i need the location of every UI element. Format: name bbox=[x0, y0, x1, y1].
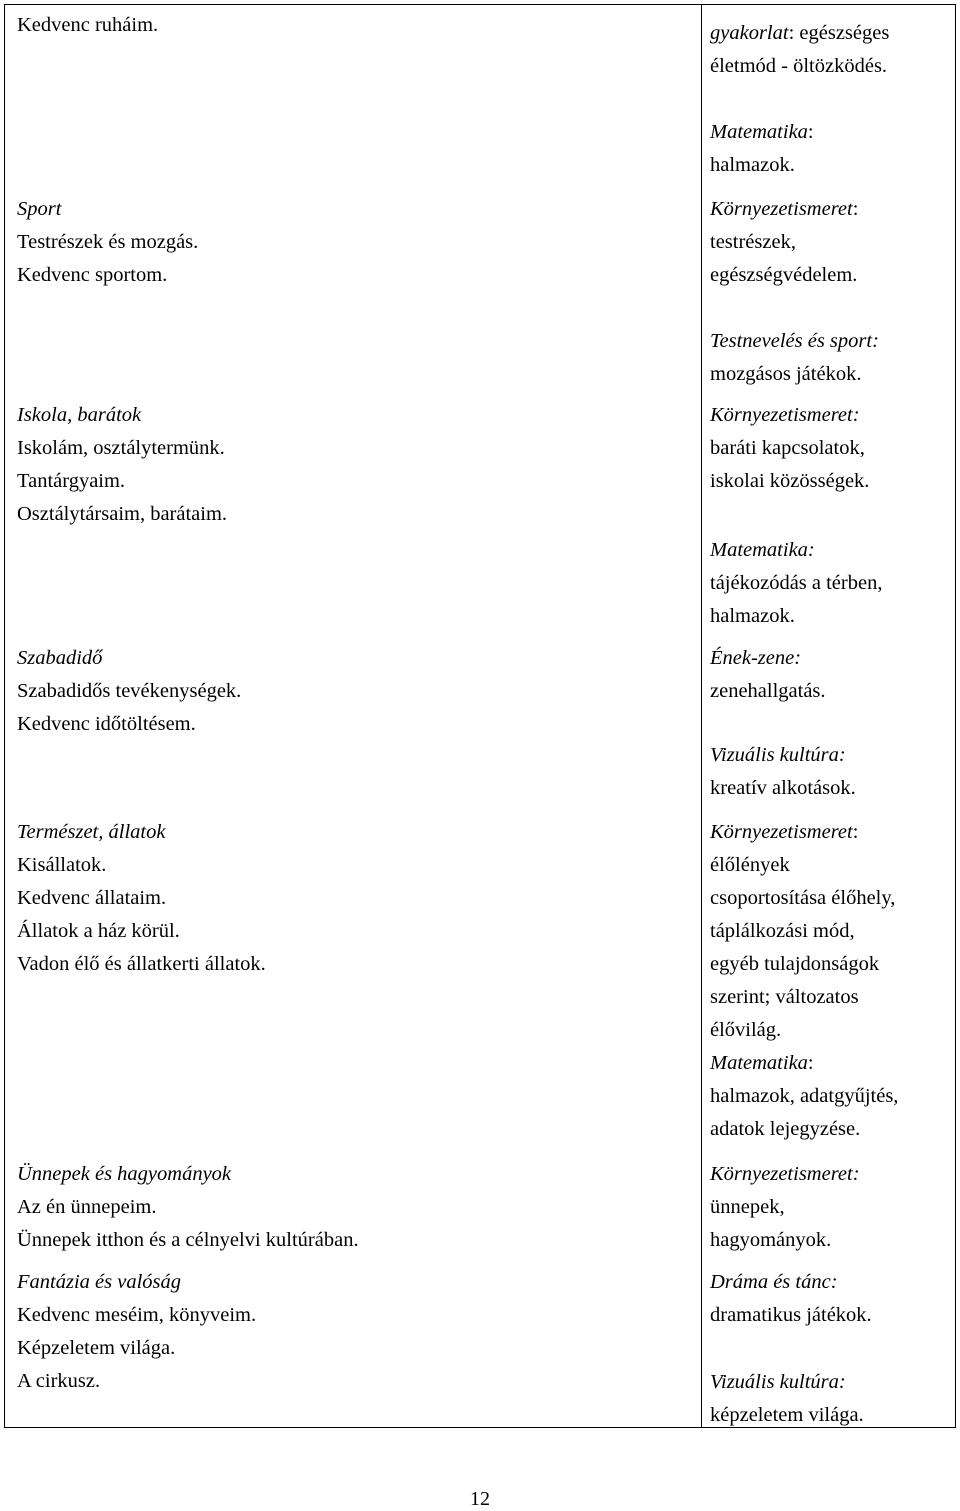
connection-line: hagyományok. bbox=[710, 1229, 832, 1251]
connection-line: élővilág. bbox=[710, 1019, 782, 1041]
topic-line: Vadon élő és állatkerti állatok. bbox=[17, 953, 266, 975]
connection-line: kreatív alkotások. bbox=[710, 777, 856, 799]
connection-line: halmazok. bbox=[710, 154, 795, 176]
subject-label: Környezetismeret bbox=[710, 821, 853, 843]
connection-line: élőlények bbox=[710, 854, 790, 876]
topic-line: Tantárgyaim. bbox=[17, 470, 126, 492]
topic-line: Osztálytársaim, barátaim. bbox=[17, 503, 228, 525]
topic-heading: Természet, állatok bbox=[17, 821, 166, 843]
subject-label: Környezetismeret: bbox=[710, 404, 860, 426]
subject-label: Vizuális kultúra: bbox=[710, 1371, 846, 1393]
topic-line: Iskolám, osztálytermünk. bbox=[17, 437, 225, 459]
connection-entry bbox=[710, 17, 889, 83]
topic-heading: Ünnepek és hagyományok bbox=[17, 1163, 232, 1185]
topic-block-clothes bbox=[17, 9, 158, 42]
connection-line: szerint; változatos bbox=[710, 986, 859, 1008]
connection-entry bbox=[710, 193, 858, 292]
topic-block-sport bbox=[17, 193, 198, 292]
topic-line: A cirkusz. bbox=[17, 1370, 101, 1392]
subject-suffix: : egészséges bbox=[788, 22, 890, 44]
connection-line: ünnepek, bbox=[710, 1196, 785, 1218]
topic-line: Képzeletem világa. bbox=[17, 1337, 176, 1359]
topic-heading: Szabadidő bbox=[17, 647, 103, 669]
subject-label: Vizuális kultúra: bbox=[710, 744, 846, 766]
topic-block-freetime bbox=[17, 642, 241, 741]
connection-entry bbox=[710, 116, 814, 182]
connection-entry bbox=[710, 534, 882, 633]
topic-line: Kedvenc sportom. bbox=[17, 264, 168, 286]
connection-line: csoportosítása élőhely, bbox=[710, 887, 896, 909]
connection-entry bbox=[710, 816, 895, 1047]
topic-block-nature bbox=[17, 816, 266, 981]
subject-label: Dráma és tánc: bbox=[710, 1271, 838, 1293]
connection-entry bbox=[710, 739, 856, 805]
topic-line: Állatok a ház körül. bbox=[17, 920, 180, 942]
subject-label: Környezetismeret: bbox=[710, 1163, 860, 1185]
subject-suffix: : bbox=[852, 821, 859, 843]
connection-line: mozgásos játékok. bbox=[710, 363, 862, 385]
subject-label: Matematika: bbox=[710, 539, 815, 561]
curriculum-table bbox=[4, 4, 956, 1428]
topic-line: Kedvenc időtöltésem. bbox=[17, 713, 196, 735]
connection-entry bbox=[710, 642, 826, 708]
topics-column bbox=[5, 5, 702, 1428]
connection-line: táplálkozási mód, bbox=[710, 920, 855, 942]
connection-entry bbox=[710, 325, 879, 391]
topic-line: Testrészek és mozgás. bbox=[17, 231, 199, 253]
subject-label: Matematika bbox=[710, 1052, 808, 1074]
connection-entry bbox=[710, 399, 869, 498]
topic-line: Kisállatok. bbox=[17, 854, 107, 876]
page-number: 12 bbox=[470, 1488, 490, 1510]
connection-line: halmazok, adatgyűjtés, bbox=[710, 1085, 899, 1107]
subject-suffix: : bbox=[807, 121, 814, 143]
connection-line: egészségvédelem. bbox=[710, 264, 858, 286]
subject-label: Ének-zene: bbox=[710, 647, 802, 669]
connection-line: egyéb tulajdonságok bbox=[710, 953, 880, 975]
topic-line: Kedvenc ruháim. bbox=[17, 14, 159, 36]
subject-label: Környezetismeret bbox=[710, 198, 853, 220]
connection-entry bbox=[710, 1366, 864, 1432]
connection-line: adatok lejegyzése. bbox=[710, 1118, 861, 1140]
subject-label: gyakorlat bbox=[710, 22, 789, 44]
connection-line: tájékozódás a térben, bbox=[710, 572, 883, 594]
topic-block-holidays bbox=[17, 1158, 359, 1257]
connection-line: halmazok. bbox=[710, 605, 795, 627]
topic-heading: Fantázia és valóság bbox=[17, 1271, 181, 1293]
connection-line: iskolai közösségek. bbox=[710, 470, 870, 492]
topic-block-school bbox=[17, 399, 227, 531]
connections-column bbox=[702, 5, 956, 1428]
connection-line: testrészek, bbox=[710, 231, 796, 253]
topic-line: Kedvenc állataim. bbox=[17, 887, 167, 909]
connection-line: képzeletem világa. bbox=[710, 1404, 864, 1426]
connection-entry bbox=[710, 1047, 898, 1146]
subject-suffix: : bbox=[807, 1052, 814, 1074]
topic-heading: Sport bbox=[17, 198, 62, 220]
connection-line: dramatikus játékok. bbox=[710, 1304, 872, 1326]
subject-label: Testnevelés és sport: bbox=[710, 330, 879, 352]
connection-line: baráti kapcsolatok, bbox=[710, 437, 865, 459]
topic-line: Ünnepek itthon és a célnyelvi kultúrában. bbox=[17, 1229, 359, 1251]
topic-line: Kedvenc meséim, könyveim. bbox=[17, 1304, 257, 1326]
connection-line: életmód - öltözködés. bbox=[710, 55, 888, 77]
subject-label: Matematika bbox=[710, 121, 808, 143]
topic-block-fantasy bbox=[17, 1266, 256, 1398]
connection-entry bbox=[710, 1158, 860, 1257]
connection-line: zenehallgatás. bbox=[710, 680, 826, 702]
subject-suffix: : bbox=[852, 198, 859, 220]
topic-line: Az én ünnepeim. bbox=[17, 1196, 157, 1218]
connection-entry bbox=[710, 1266, 872, 1332]
topic-line: Szabadidős tevékenységek. bbox=[17, 680, 242, 702]
topic-heading: Iskola, barátok bbox=[17, 404, 142, 426]
